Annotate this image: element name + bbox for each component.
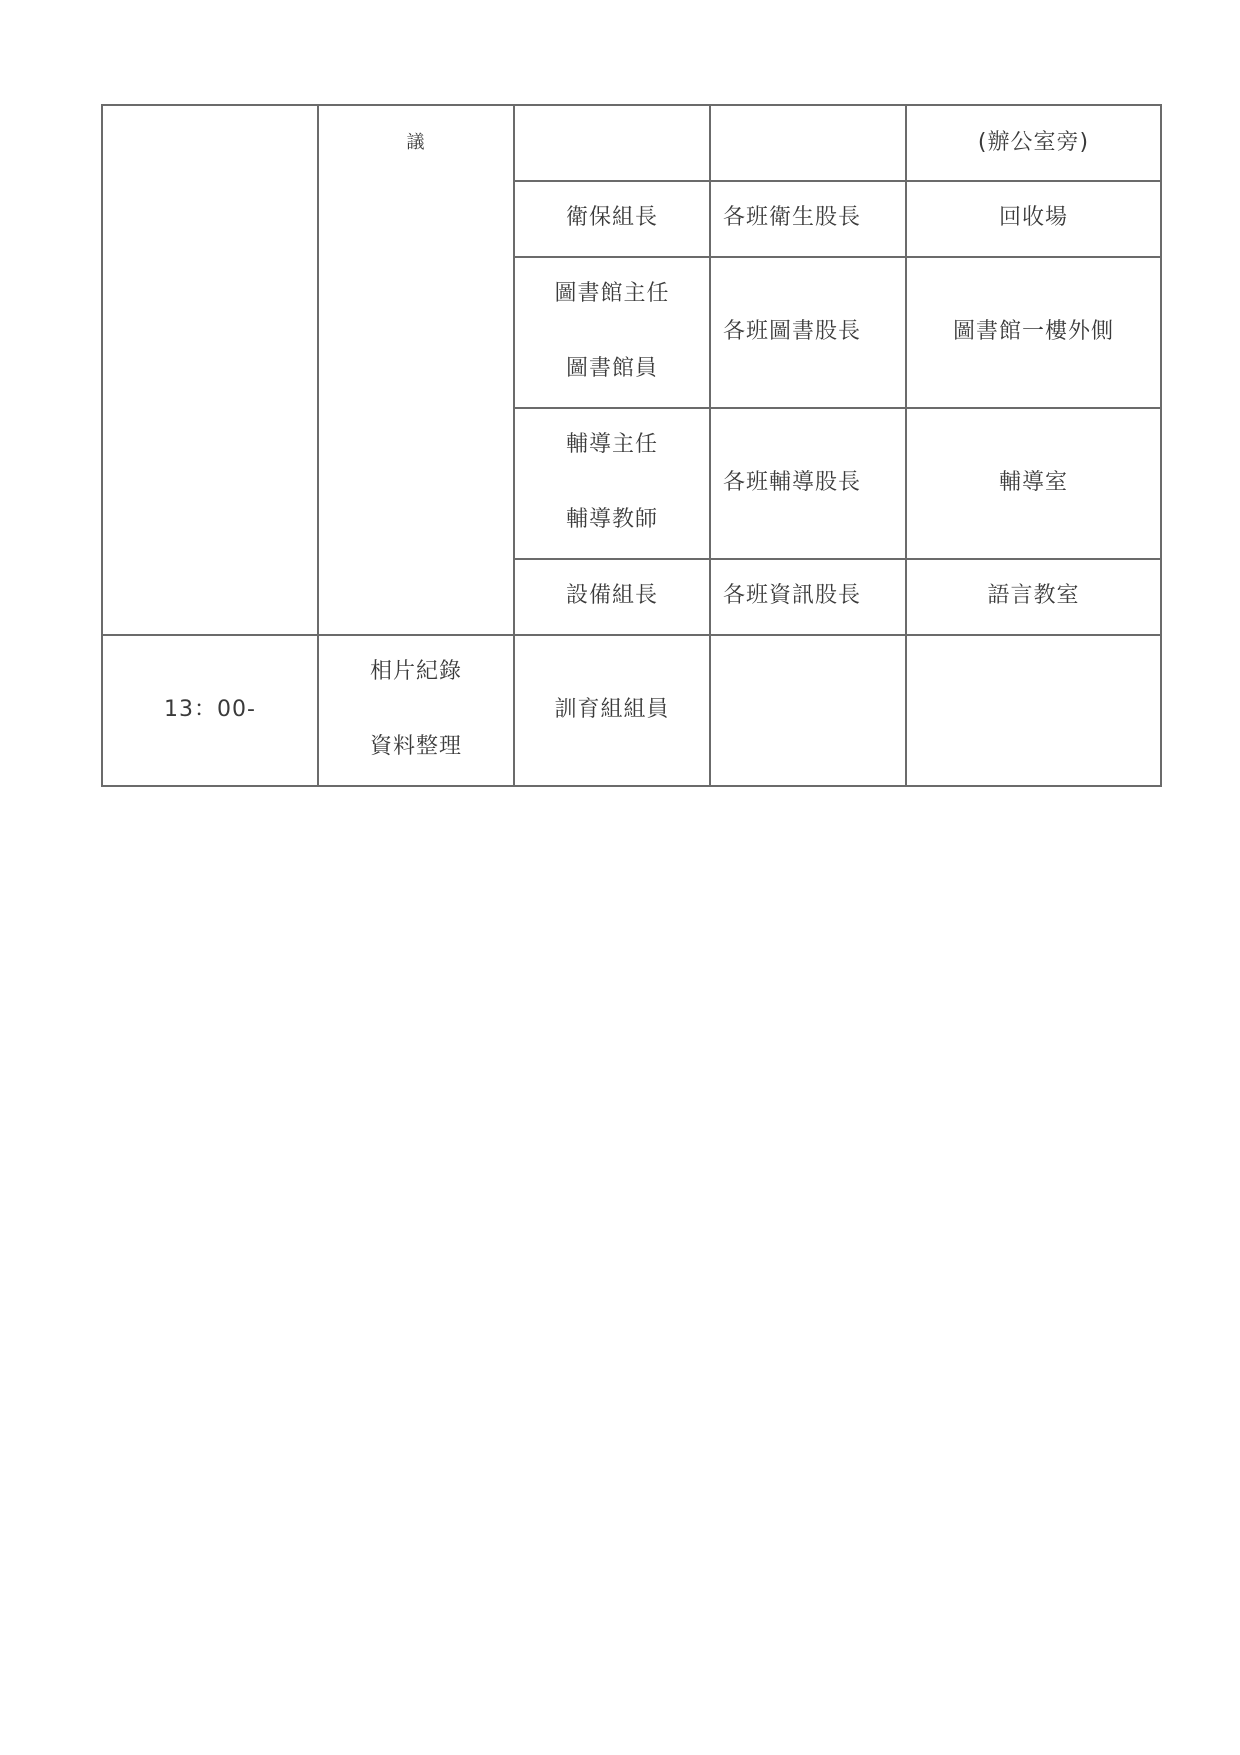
row-library-staff-line1: 圖書館主任: [554, 281, 670, 306]
row-library-student: 各班圖書股長: [723, 319, 862, 344]
row-counsel-student: 各班輔導股長: [723, 470, 862, 495]
row-last-task-line1: 相片紀錄: [369, 659, 462, 684]
row-library-location: 圖書館一樓外側: [952, 319, 1114, 344]
row-last-time: 13：00-: [164, 697, 256, 722]
row-divider-3: [513, 407, 1160, 409]
row-counsel-staff-line1: 輔導主任: [565, 432, 658, 457]
row-counsel-staff-line2: 輔導教師: [565, 507, 658, 532]
row-last-staff: 訓育組組員: [554, 697, 670, 722]
row-library-staff-line2: 圖書館員: [565, 356, 658, 381]
row-divider-4: [513, 558, 1160, 560]
row-health-location: 回收場: [998, 205, 1068, 230]
schedule-table: [101, 104, 1162, 787]
row-health-staff: 衛保組長: [565, 205, 658, 230]
row-counsel-location: 輔導室: [998, 470, 1068, 495]
row-equipment-staff: 設備組長: [565, 583, 658, 608]
row-divider-5: [103, 634, 1160, 636]
row-health-student: 各班衛生股長: [723, 205, 862, 230]
row-first-location: (辦公室旁): [977, 130, 1090, 155]
row-last-task-line2: 資料整理: [369, 734, 462, 759]
row-equipment-location: 語言教室: [987, 583, 1080, 608]
row-first-col2: 議: [406, 132, 426, 153]
row-equipment-student: 各班資訊股長: [723, 583, 862, 608]
row-divider-2: [513, 256, 1160, 258]
row-divider-1: [513, 180, 1160, 182]
